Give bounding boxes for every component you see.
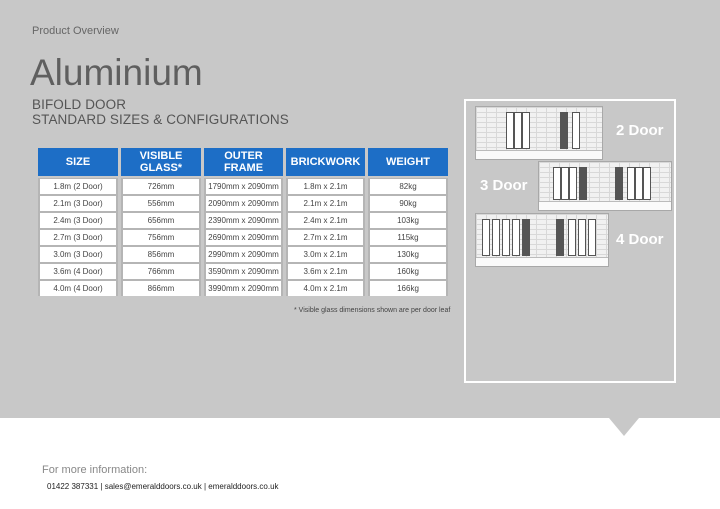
table-cell-brickwork: 1.8m x 2.1m xyxy=(288,179,363,194)
door-leaf xyxy=(514,112,522,149)
two-door-label: 2 Door xyxy=(616,122,664,139)
table-cell-size: 2.7m (3 Door) xyxy=(40,230,116,245)
subtitle-line-2: STANDARD SIZES & CONFIGURATIONS xyxy=(32,112,289,127)
table-cell-visible-glass: 656mm xyxy=(123,213,199,228)
three-door-image xyxy=(538,161,672,211)
door-leaf xyxy=(522,219,530,256)
table-cell-brickwork: 3.0m x 2.1m xyxy=(288,247,363,262)
table-cell-size: 1.8m (2 Door) xyxy=(40,179,116,194)
door-leaf xyxy=(553,167,561,200)
table-cell-visible-glass: 756mm xyxy=(123,230,199,245)
table-cell-size: 4.0m (4 Door) xyxy=(40,281,116,296)
door-leaf xyxy=(588,219,596,256)
table-cell-outer-frame: 3990mm x 2090mm xyxy=(206,281,281,296)
table-cell-weight: 130kg xyxy=(370,247,446,262)
two-door-image xyxy=(475,106,603,160)
door-leaf xyxy=(615,167,623,200)
four-door-label: 4 Door xyxy=(616,231,664,248)
column-header-weight: WEIGHT xyxy=(368,148,448,176)
table-cell-visible-glass: 866mm xyxy=(123,281,199,296)
table-cell-brickwork: 2.1m x 2.1m xyxy=(288,196,363,211)
configurations-frame xyxy=(464,99,676,383)
table-cell-weight: 82kg xyxy=(370,179,446,194)
door-leaf xyxy=(506,112,514,149)
door-leaf xyxy=(568,219,576,256)
door-leaf xyxy=(643,167,651,200)
table-cell-outer-frame: 2090mm x 2090mm xyxy=(206,196,281,211)
table-cell-brickwork: 2.4m x 2.1m xyxy=(288,213,363,228)
door-leaf xyxy=(512,219,520,256)
door-leaf xyxy=(522,112,530,149)
table-cell-visible-glass: 856mm xyxy=(123,247,199,262)
table-cell-weight: 103kg xyxy=(370,213,446,228)
door-leaf xyxy=(579,167,587,200)
more-info-label: For more information: xyxy=(42,464,148,476)
three-door-label: 3 Door xyxy=(480,177,528,194)
door-leaf xyxy=(492,219,500,256)
door-leaf xyxy=(635,167,643,200)
table-cell-size: 3.0m (3 Door) xyxy=(40,247,116,262)
table-footnote: * Visible glass dimensions shown are per door leaf xyxy=(294,307,451,314)
table-cell-brickwork: 2.7m x 2.1m xyxy=(288,230,363,245)
table-cell-size: 2.4m (3 Door) xyxy=(40,213,116,228)
table-cell-outer-frame: 1790mm x 2090mm xyxy=(206,179,281,194)
door-leaf xyxy=(561,167,569,200)
table-cell-visible-glass: 726mm xyxy=(123,179,199,194)
door-leaf xyxy=(560,112,568,149)
subtitle-line-1: BIFOLD DOOR xyxy=(32,97,127,112)
table-cell-size: 3.6m (4 Door) xyxy=(40,264,116,279)
floor-line xyxy=(476,257,608,266)
eyebrow-label: Product Overview xyxy=(32,25,119,37)
table-cell-outer-frame: 2690mm x 2090mm xyxy=(206,230,281,245)
four-door-image xyxy=(475,213,609,267)
column-header-size: SIZE xyxy=(38,148,118,176)
page-title: Aluminium xyxy=(30,52,203,93)
door-leaf xyxy=(627,167,635,200)
door-leaf xyxy=(502,219,510,256)
table-cell-size: 2.1m (3 Door) xyxy=(40,196,116,211)
door-leaf xyxy=(482,219,490,256)
panel-notch xyxy=(609,418,639,436)
table-cell-weight: 90kg xyxy=(370,196,446,211)
table-cell-brickwork: 4.0m x 2.1m xyxy=(288,281,363,296)
table-cell-outer-frame: 2390mm x 2090mm xyxy=(206,213,281,228)
table-cell-weight: 160kg xyxy=(370,264,446,279)
table-cell-visible-glass: 556mm xyxy=(123,196,199,211)
table-cell-weight: 166kg xyxy=(370,281,446,296)
door-leaf xyxy=(569,167,577,200)
floor-line xyxy=(539,201,671,210)
door-leaf xyxy=(556,219,564,256)
column-header-outer-frame: OUTER FRAME xyxy=(204,148,283,176)
table-cell-outer-frame: 2990mm x 2090mm xyxy=(206,247,281,262)
column-header-brickwork: BRICKWORK xyxy=(286,148,365,176)
contact-details: 01422 387331 | sales@emeralddoors.co.uk | emeralddoors.co.uk xyxy=(47,482,279,491)
table-cell-brickwork: 3.6m x 2.1m xyxy=(288,264,363,279)
door-leaf xyxy=(578,219,586,256)
column-header-visible-glass: VISIBLE GLASS* xyxy=(121,148,201,176)
table-cell-weight: 115kg xyxy=(370,230,446,245)
table-cell-outer-frame: 3590mm x 2090mm xyxy=(206,264,281,279)
table-cell-visible-glass: 766mm xyxy=(123,264,199,279)
door-leaf xyxy=(572,112,580,149)
floor-line xyxy=(476,150,602,159)
